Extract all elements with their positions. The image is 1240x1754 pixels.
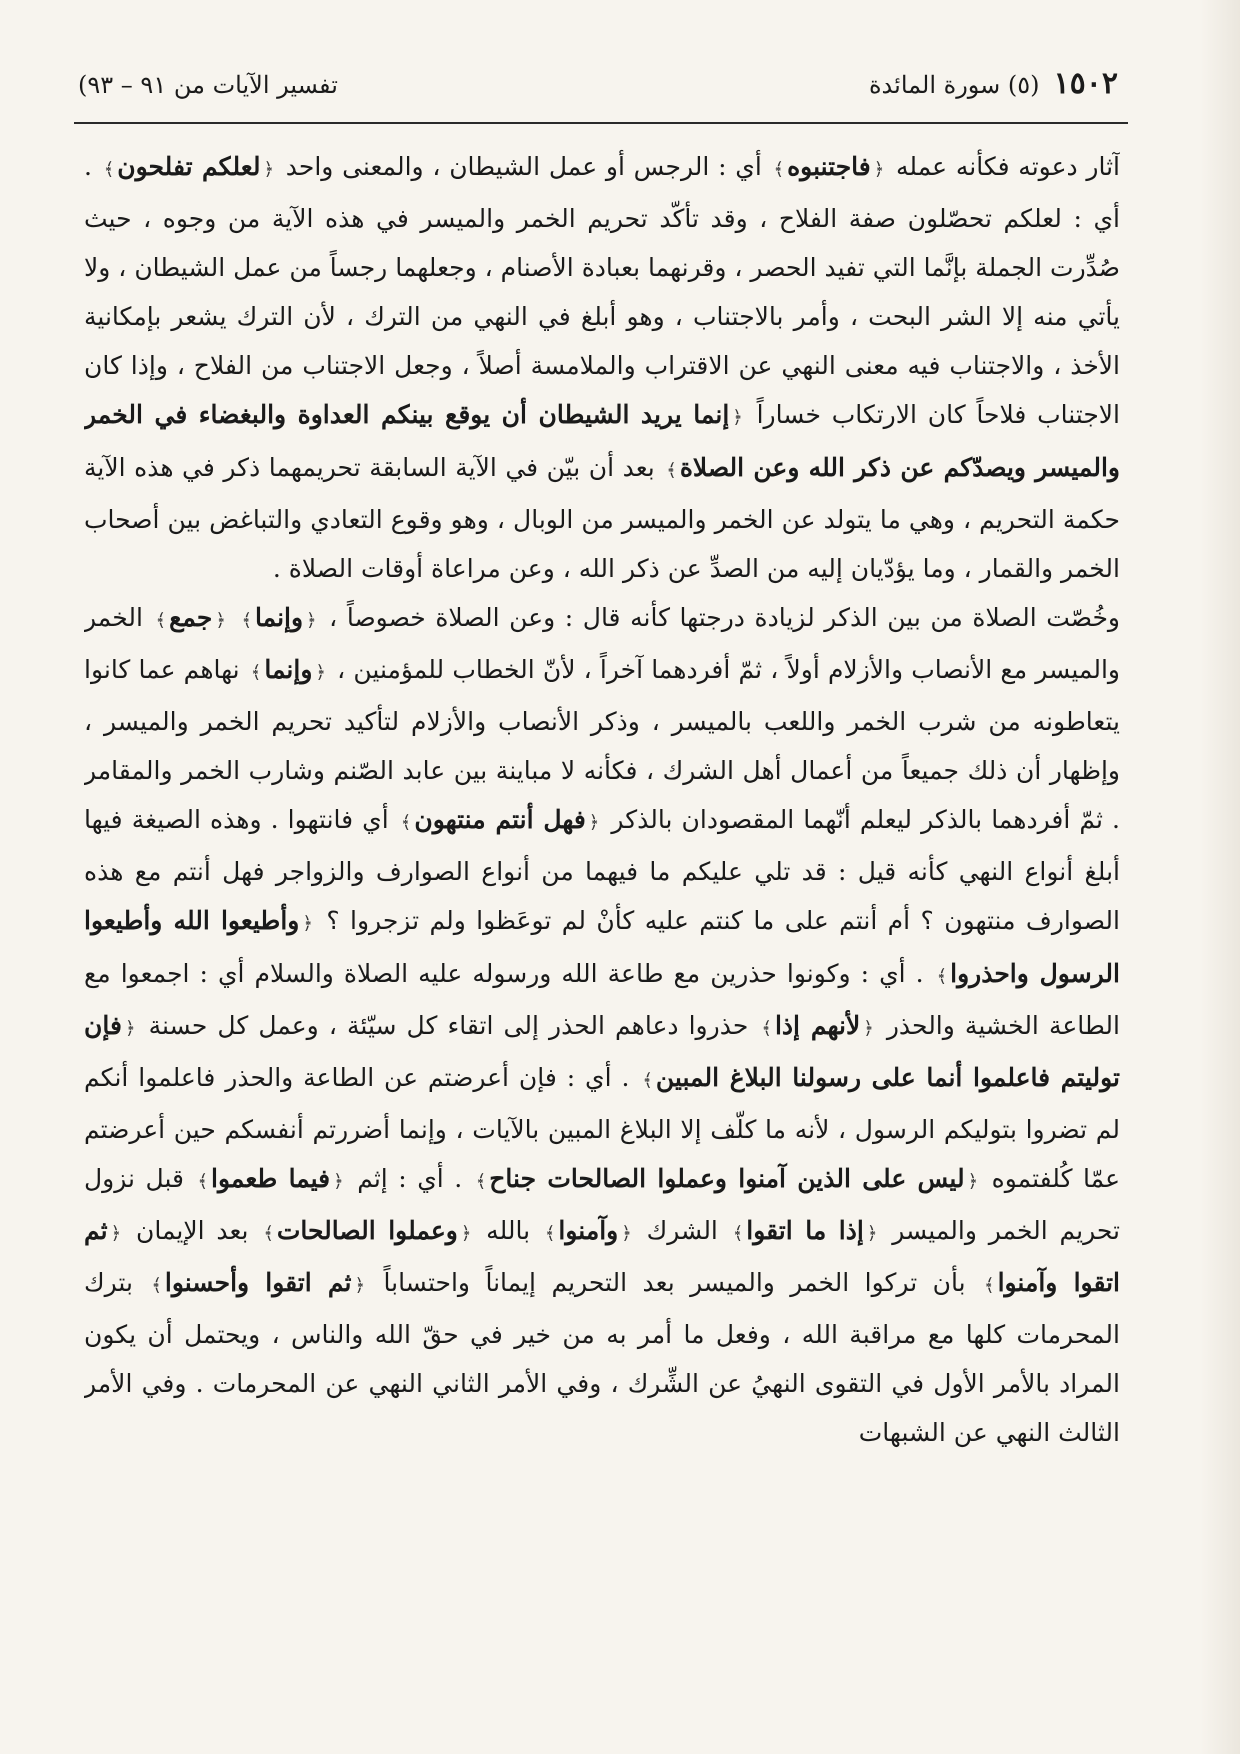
body-paragraph xyxy=(84,142,1120,593)
ornament-open: ﴿ xyxy=(306,609,317,631)
ornament-close: ﴾ xyxy=(732,1222,744,1244)
ornament-open: ﴿ xyxy=(732,407,743,429)
commentary-text: . أي : فإن أعرضتم عن الطاعة والحذر فاعلموا أنكم لم تضروا بتوليكم الرسول ، لأنه ما كلّف إلا البلاغ المبين بالآيات ، وإنما أضررتم أنفسكم حين أعرضتم عمّا كُلفتموه xyxy=(84,1062,1120,1193)
ornament-close: ﴾ xyxy=(263,1222,274,1244)
quran-quote: لأنهم إذا xyxy=(774,1010,861,1040)
quran-quote: وآمنوا xyxy=(558,1215,619,1245)
surah-label: (٥) سورة المائدة xyxy=(868,71,1040,99)
quran-quote: فهل أنتم منتهون xyxy=(414,805,586,835)
commentary-text xyxy=(229,603,239,632)
ornament-close: ﴾ xyxy=(544,1222,556,1244)
page-number: ١٥٠٢ xyxy=(1053,66,1118,101)
quran-quote: ثم اتقوا وآمنوا xyxy=(84,1215,1120,1298)
ornament-close: ﴾ xyxy=(103,159,115,180)
ornament-open: ﴿ xyxy=(873,159,885,180)
ornament-close: ﴾ xyxy=(936,965,948,987)
tafsir-body-text xyxy=(84,142,1120,1718)
commentary-text: . أي : لعلكم تحصّلون صفة الفلاح ، وقد تأكّد تحريم الخمر والميسر في هذه الآية من وجوه ، حيث صُدِّرت الجملة بإنَّما التي تفيد الحصر ، وقرنهما بعبادة الأصنام ، وجعلهما رجساً من عمل الشيطان ، ولا يأتي منه إلا الشر البحت ، وأمر بالاجتناب ، وهو أبلغ في النهي من الترك ، لأن الترك يشعر بإمكانية الأخذ ، والاجتناب فيه معنى النهي عن الاقتراب والملامسة أصلاً ، وجعل الاجتناب من الفلاح ، وإذا كان الاجتناب فلاحاً كان الارتكاب خساراً xyxy=(84,152,1120,430)
quran-quote: وإنما xyxy=(255,602,304,632)
scan-shadow xyxy=(1200,0,1240,1754)
section-label: تفسير الآيات من ٩١ – ٩٣) xyxy=(78,71,338,99)
quran-quote: إذا ما اتقوا xyxy=(746,1215,864,1245)
commentary-text: الخمر والميسر مع الأنصاب والأزلام أولاً ، ثمّ أفردهما آخراً ، لأنّ الخطاب للمؤمنين ، xyxy=(84,602,1120,684)
header-rule xyxy=(74,122,1128,124)
commentary-text: وخُصّت الصلاة من بين الذكر لزيادة درجتها كأنه قال : وعن الصلاة خصوصاً ، xyxy=(319,602,1120,632)
quran-quote: إنما يريد الشيطان أن يوقع بينكم العداوة والبغضاء في الخمر والميسر ويصدّكم عن ذكر الله وعن الصلاة xyxy=(84,400,1120,482)
running-header xyxy=(78,66,1118,110)
ornament-close: ﴾ xyxy=(400,812,412,834)
ornament-open: ﴿ xyxy=(302,913,313,935)
ornament-open: ﴿ xyxy=(967,1170,979,1192)
ornament-close: ﴾ xyxy=(984,1275,995,1297)
commentary-text: آثار دعوته فكأنه عمله xyxy=(887,152,1120,181)
commentary-text: نهاهم عما كانوا يتعاطونه من شرب الخمر واللعب بالميسر ، وذكر الأنصاب والأزلام لتأكيد تحريم الخمر والميسر ، وإظهار أن ذلك جميعاً من أعمال أهل الشرك ، فكأنه لا مباينة بين عابد الصّنم وشارب الخمر والمقامر . ثمّ أفردهما بالذكر ليعلم أنّهما المقصودان بالذكر xyxy=(84,654,1120,835)
ornament-close: ﴾ xyxy=(761,1017,772,1039)
commentary-text: . أي : وكونوا حذرين مع طاعة الله ورسوله عليه الصلاة والسلام أي : اجمعوا مع الطاعة الخشية والحذر xyxy=(84,958,1120,1040)
ornament-open: ﴿ xyxy=(621,1222,632,1244)
commentary-text: بعد الإيمان xyxy=(124,1215,261,1245)
header-right-group xyxy=(869,66,1118,101)
ornament-open: ﴿ xyxy=(866,1222,878,1244)
commentary-text: حذروا دعاهم الحذر إلى اتقاء كل سيّئة ، وعمل كل حسنة xyxy=(138,1010,759,1040)
ornament-close: ﴾ xyxy=(475,1170,487,1192)
body-paragraph xyxy=(84,593,1120,1458)
commentary-text: بالله xyxy=(474,1215,542,1245)
commentary-text: أي فانتهوا . وهذه الصيغة فيها أبلغ أنواع النهي كأنه قيل : قد تلي عليكم ما فيهما من أنواع الصوارف والزواجر فهل أنتم مع هذه الصوارف منتهون ؟ أم أنتم على ما كنتم عليه كأنْ لم توعَظوا ولم تزجروا ؟ xyxy=(84,805,1120,936)
quran-quote: فإن توليتم فاعلموا أنما على رسولنا البلاغ المبين xyxy=(84,1010,1120,1092)
ornament-close: ﴾ xyxy=(151,1275,162,1297)
ornament-close: ﴾ xyxy=(155,609,167,631)
ornament-open: ﴿ xyxy=(110,1222,122,1244)
ornament-open: ﴿ xyxy=(333,1170,344,1192)
quran-quote: وأطيعوا الله وأطيعوا الرسول واحذروا xyxy=(84,906,1120,988)
quran-quote: فاجتنبوه xyxy=(787,152,871,181)
quran-quote: وإنما xyxy=(264,654,313,684)
quran-quote: لعلكم تفلحون xyxy=(117,152,261,181)
ornament-open: ﴿ xyxy=(124,1017,136,1039)
ornament-open: ﴿ xyxy=(215,609,226,631)
ornament-open: ﴿ xyxy=(354,1275,366,1297)
ornament-close: ﴾ xyxy=(773,159,785,180)
ornament-close: ﴾ xyxy=(666,459,677,481)
ornament-open: ﴿ xyxy=(315,661,326,683)
quran-quote: فيما طعموا xyxy=(211,1163,331,1193)
commentary-text: بعد أن بيّن في الآية السابقة تحريمهما ذكر في هذه الآية حكمة التحريم ، وهي ما يتولد عن الخمر والميسر من الوبال ، وهو وقوع التعادي والتباغض بين أصحاب الخمر والقمار ، وما يؤدّيان إليه من الصدِّ عن ذكر الله ، وعن مراعاة أوقات الصلاة . xyxy=(84,452,1120,583)
commentary-text: أي : الرجس أو عمل الشيطان ، والمعنى واحد xyxy=(277,152,771,181)
ornament-open: ﴿ xyxy=(460,1222,472,1244)
quran-quote: ثم اتقوا وأحسنوا xyxy=(164,1268,352,1298)
ornament-close: ﴾ xyxy=(197,1170,209,1192)
quran-quote: وعملوا الصالحات xyxy=(276,1215,458,1245)
ornament-open: ﴿ xyxy=(263,159,274,180)
commentary-text: قبل نزول تحريم الخمر والميسر xyxy=(84,1163,1120,1245)
ornament-close: ﴾ xyxy=(642,1069,653,1091)
ornament-close: ﴾ xyxy=(250,661,262,683)
commentary-text: بترك المحرمات كلها مع مراقبة الله ، وفعل ما أمر به من خير في حقّ الله والناس ، ويحتمل أن يكون المراد بالأمر الأول في التقوى النهيُ عن الشِّرك ، وفي الأمر الثاني النهي عن المحرمات . وفي الأمر الثالث النهي عن الشبهات xyxy=(84,1268,1120,1448)
ornament-close: ﴾ xyxy=(241,609,252,631)
commentary-text: الشرك xyxy=(634,1215,730,1245)
ornament-open: ﴿ xyxy=(588,812,600,834)
commentary-text: . أي : إثم xyxy=(346,1163,473,1193)
quran-quote: جمع xyxy=(169,602,213,632)
ornament-open: ﴿ xyxy=(863,1017,874,1039)
commentary-text: بأن تركوا الخمر والميسر بعد التحريم إيماناً واحتساباً xyxy=(368,1268,982,1298)
quran-quote: ليس على الذين آمنوا وعملوا الصالحات جناح xyxy=(489,1163,965,1193)
